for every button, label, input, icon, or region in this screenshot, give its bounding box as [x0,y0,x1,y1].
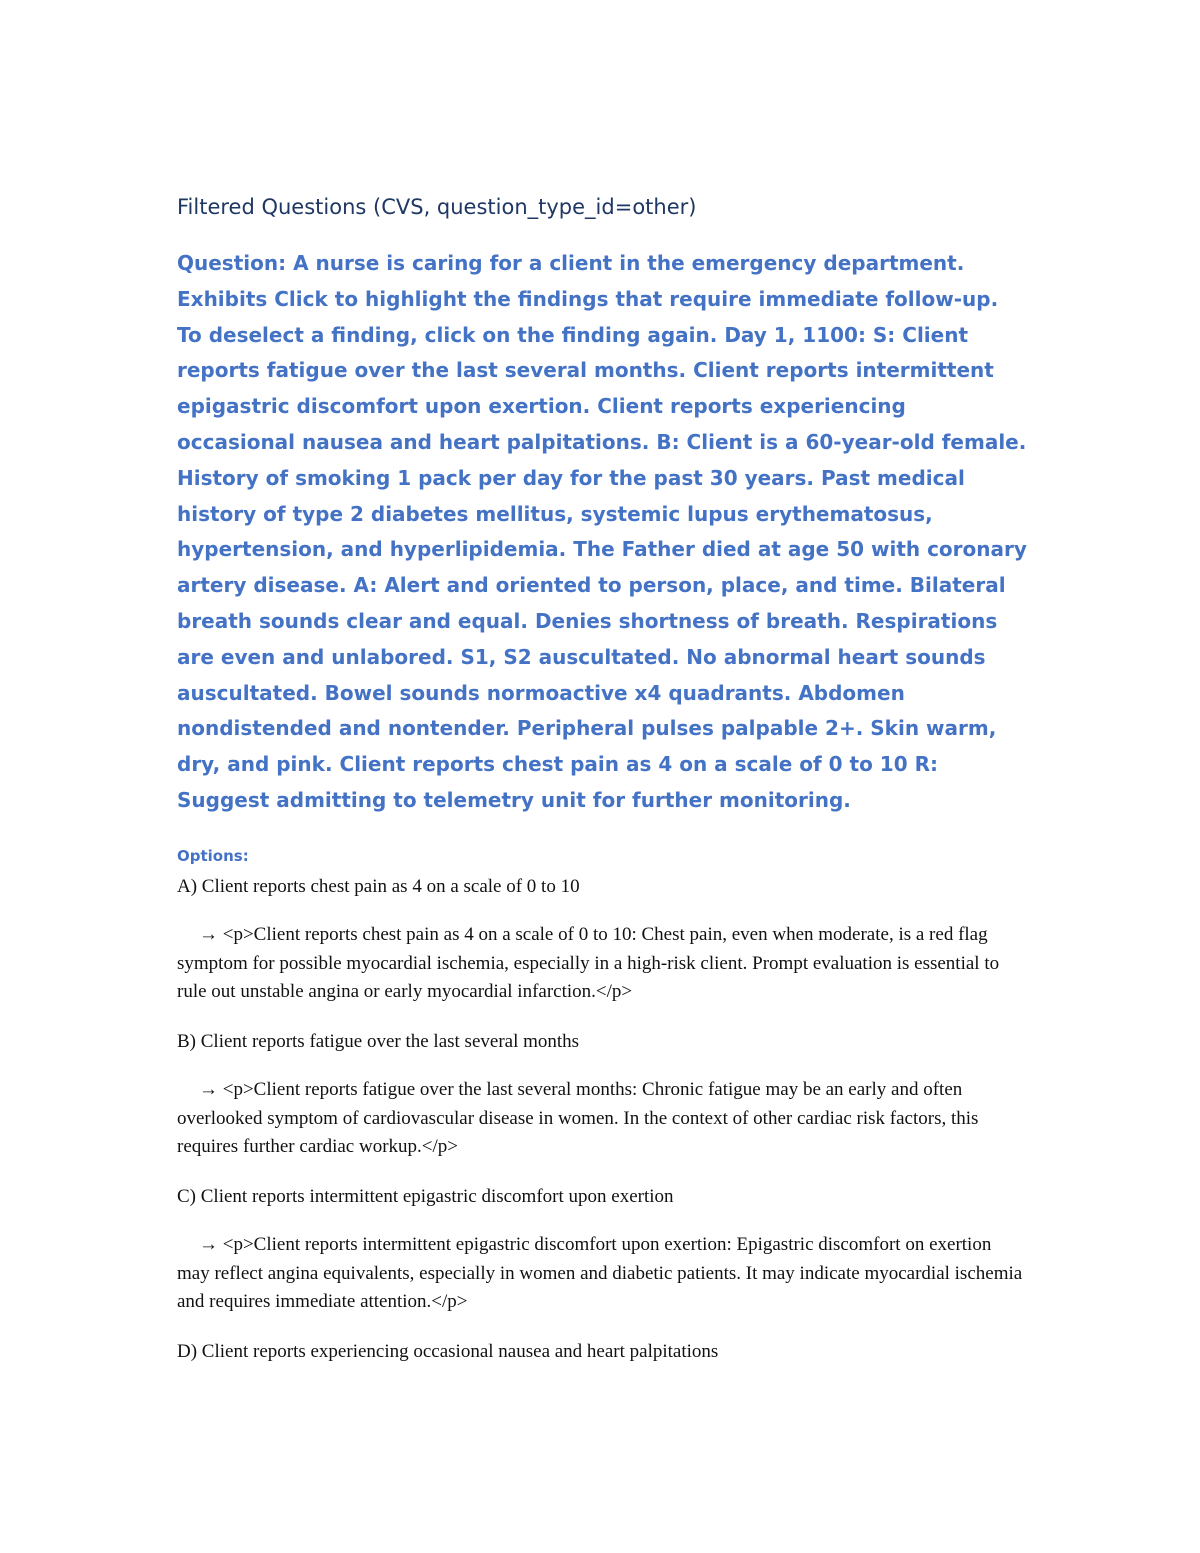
option-a-explanation [177,921,1027,1007]
option-d-label: D) Client reports experiencing occasional nausea and heart palpitations [177,1340,719,1362]
option-b-explanation [177,1076,1027,1162]
question-text: Question: A nurse is caring for a client in the emergency department. Exhibits Click to highlight the findings that require immediate follow-up. To deselect a finding, click on the finding again. Day 1, 1100: S: Client reports fatigue over the last several months. Client reports intermittent epigastric discomfort upon exertion. Client reports experiencing occasional nausea and heart palpitations. B: Client is a 60-year-old female. History of smoking 1 pack per day for the past 30 years. Past medical history of type 2 diabetes mellitus, systemic lupus erythematosus, hypertension, and hyperlipidemia. The Father died at age 50 with coronary artery disease. A: Alert and oriented to person, place, and time. Bilateral breath sounds clear and equal. Denies shortness of breath. Respirations are even and unlabored. S1, S2 auscultated. No abnormal heart sounds auscultated. Bowel sounds normoactive x4 quadrants. Abdomen nondistended and nontender. Peripheral pulses palpable 2+. Skin warm, dry, and pink. Client reports chest pain as 4 on a scale of 0 to 10 R: Suggest admitting to telemetry unit for further monitoring. [177,251,1027,812]
option-c-explanation-text: → <p>Client reports intermittent epigastric discomfort upon exertion: Epigastric discomfort on exertion may reflect angina equivalents, especially in women and diabetic patients. It may indicate myocardial ischemia and requires immediate attention.</p> [177,1234,1023,1313]
option-b-label: B) Client reports fatigue over the last several months [177,1030,580,1052]
option-b-explanation-text: → <p>Client reports fatigue over the last several months: Chronic fatigue may be an early and often overlooked symptom of cardiovascular disease in women. In the context of other cardiac risk factors, this requires further cardiac workup.</p> [177,1079,979,1158]
option-a-explanation-text: → <p>Client reports chest pain as 4 on a scale of 0 to 10: Chest pain, even when moderate, is a red flag symptom for possible myocardial ischemia, especially in a high-risk client. Prompt evaluation is essential to rule out unstable angina or early myocardial infarction.</p> [177,924,1000,1003]
option-a-label: A) Client reports chest pain as 4 on a scale of 0 to 10 [177,875,580,897]
option-c-label: C) Client reports intermittent epigastric discomfort upon exertion [177,1185,674,1207]
document-heading: Filtered Questions (CVS, question_type_id=other) [177,195,697,219]
document-content [177,190,1027,1386]
options-label: Options: [177,846,249,865]
option-c-explanation [177,1231,1027,1317]
